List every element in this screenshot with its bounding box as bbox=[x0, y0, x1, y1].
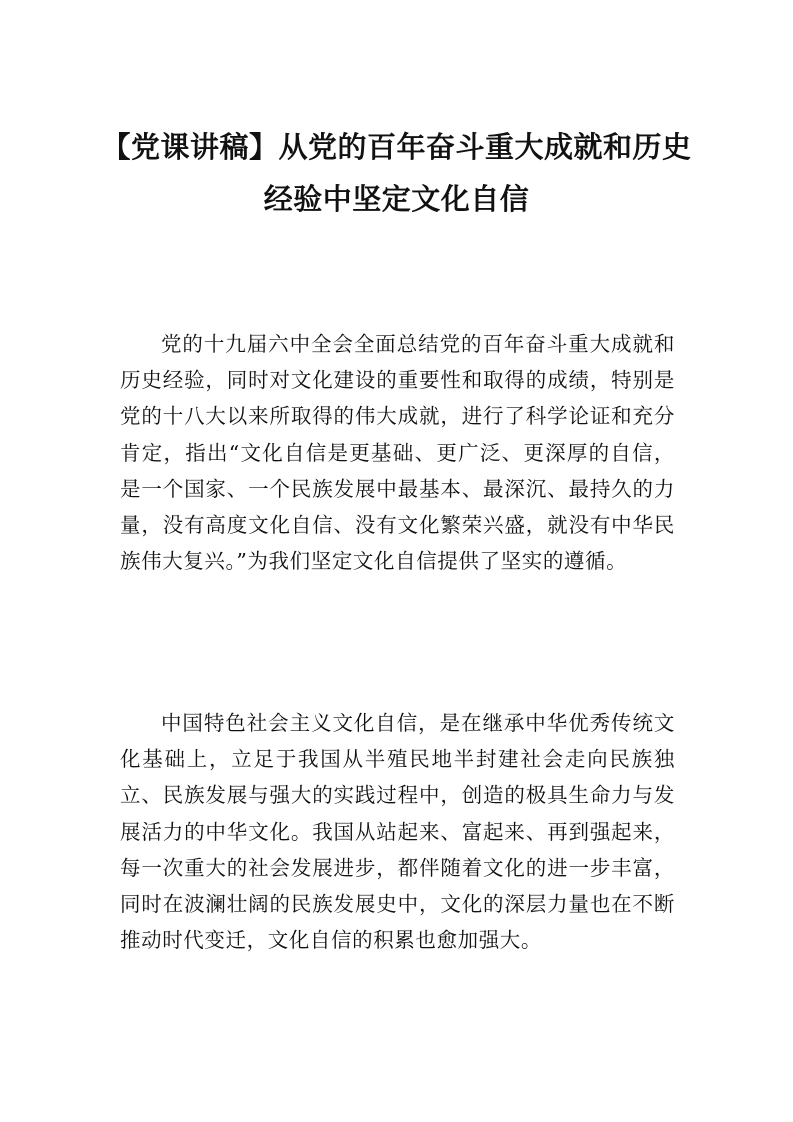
document-title: 【党课讲稿】从党的百年奋斗重大成就和历史经验中坚定文化自信 bbox=[101, 130, 692, 216]
body-paragraph-1: 党的十九届六中全会全面总结党的百年奋斗重大成就和历史经验，同时对文化建设的重要性和取得的成绩，特别是党的十八大以来所取得的伟大成就，进行了科学论证和充分肯定，指出“文化自信是更基础、更广泛、更深厚的自信，是一个国家、一个民族发展中最基本、最深沉、最持久的力量，没有高度文化自信、没有文化繁荣兴盛，就没有中华民族伟大复兴。”为我们坚定文化自信提供了坚实的遵循。 bbox=[120, 332, 675, 574]
body-paragraph-2: 中国特色社会主义文化自信，是在继承中华优秀传统文化基础上，立足于我国从半殖民地半封建社会走向民族独立、民族发展与强大的实践过程中，创造的极具生命力与发展活力的中华文化。我国从站起来、富起来、再到强起来，每一次重大的社会发展进步，都伴随着文化的进一步丰富，同时在波澜壮阔的民族发展史中，文化的深层力量也在不断推动时代变迁，文化自信的积累也愈加强大。 bbox=[120, 711, 675, 953]
